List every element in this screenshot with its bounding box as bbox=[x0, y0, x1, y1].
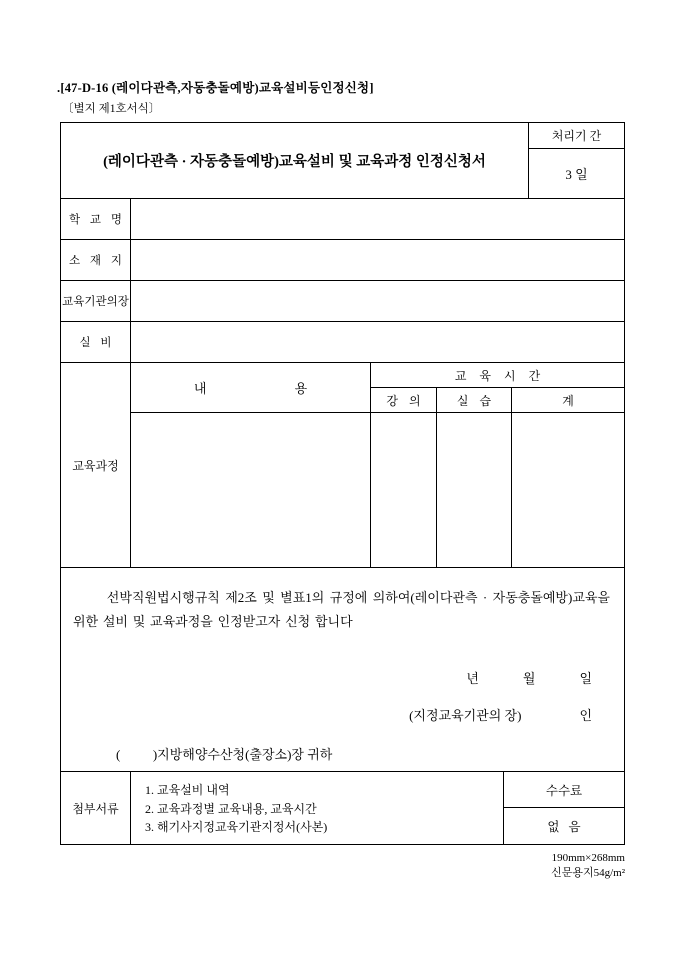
field-value-institution-head bbox=[131, 281, 624, 321]
attachments-list bbox=[131, 772, 504, 844]
attachment-item: 2. 교육과정별 교육내용, 교육시간 bbox=[145, 801, 317, 816]
date-year: 년 bbox=[466, 671, 479, 686]
form-note: 〔별지 제1호서식〕 bbox=[62, 103, 161, 115]
curriculum-section bbox=[61, 362, 624, 567]
field-value-school-name bbox=[131, 199, 624, 239]
col-header-lecture: 강 의 bbox=[371, 388, 437, 412]
education-hours-header: 교 육 시 간 bbox=[371, 363, 624, 388]
attachments-section bbox=[61, 771, 624, 844]
processing-time-value: 3 일 bbox=[565, 167, 588, 182]
addressee-line: ( )지방해양수산청(출장소)장 귀하 bbox=[116, 747, 333, 762]
attachment-item: 1. 교육설비 내역 bbox=[145, 783, 230, 797]
processing-time-box bbox=[529, 123, 624, 198]
signer-title: (지정교육기관의 장) bbox=[409, 708, 522, 723]
fee-value: 없 음 bbox=[547, 820, 581, 834]
fee-box bbox=[504, 772, 624, 844]
curriculum-grid bbox=[131, 363, 624, 567]
col-header-practice: 실 습 bbox=[437, 388, 512, 412]
total-hours-empty bbox=[512, 413, 624, 567]
date-month: 월 bbox=[522, 671, 536, 686]
practice-hours-empty bbox=[437, 413, 512, 567]
education-hours-body bbox=[371, 413, 624, 567]
seal-mark: 인 bbox=[579, 708, 592, 723]
application-form-table bbox=[60, 122, 625, 845]
paper-spec-note bbox=[551, 851, 625, 881]
title-row bbox=[61, 123, 624, 198]
content-body-empty bbox=[131, 413, 370, 567]
form-title: (레이다관측 · 자동충돌예방)교육설비 및 교육과정 인정신청서 bbox=[61, 123, 529, 198]
date-line bbox=[466, 668, 592, 687]
attachments-label: 첨부서류 bbox=[61, 772, 131, 844]
education-hours-subheader bbox=[371, 388, 624, 413]
content-header: 내 용 bbox=[131, 363, 370, 413]
fee-label: 수수료 bbox=[504, 772, 624, 808]
declaration-section bbox=[61, 567, 624, 771]
field-row-facilities bbox=[61, 321, 624, 362]
declaration-text: 선박직원법시행규칙 제2조 및 별표1의 규정에 의하여(레이다관측 · 자동충돌예방)교육을 위한 설비 및 교육과정을 인정받고자 신청 합니다 bbox=[73, 590, 610, 630]
lecture-hours-empty bbox=[371, 413, 437, 567]
doc-code: .[47-D-16 (레이다관측,자동충돌예방)교육설비등인정신청] bbox=[57, 81, 374, 95]
field-row-school-name bbox=[61, 198, 624, 239]
date-day: 일 bbox=[579, 671, 592, 686]
education-hours-column bbox=[371, 363, 624, 567]
field-row-location bbox=[61, 239, 624, 280]
field-label-facilities: 실 비 bbox=[61, 322, 131, 362]
field-row-institution-head bbox=[61, 280, 624, 321]
curriculum-content-column bbox=[131, 363, 371, 567]
field-label-school-name: 학 교 명 bbox=[61, 199, 131, 239]
attachment-item: 3. 해기사지정교육기관지정서(사본) bbox=[145, 820, 328, 835]
processing-time-label: 처리기 간 bbox=[529, 123, 624, 149]
field-label-institution-head: 교육기관의장 bbox=[61, 281, 131, 321]
field-value-facilities bbox=[131, 322, 624, 362]
curriculum-label: 교육과정 bbox=[61, 363, 131, 567]
signer-line bbox=[409, 705, 592, 724]
paper-type: 신문용지54g/m² bbox=[551, 866, 625, 879]
col-header-total: 계 bbox=[562, 393, 574, 408]
field-value-location bbox=[131, 240, 624, 280]
paper-size: 190mm×268mm bbox=[551, 852, 625, 864]
field-label-location: 소 재 지 bbox=[61, 240, 131, 280]
